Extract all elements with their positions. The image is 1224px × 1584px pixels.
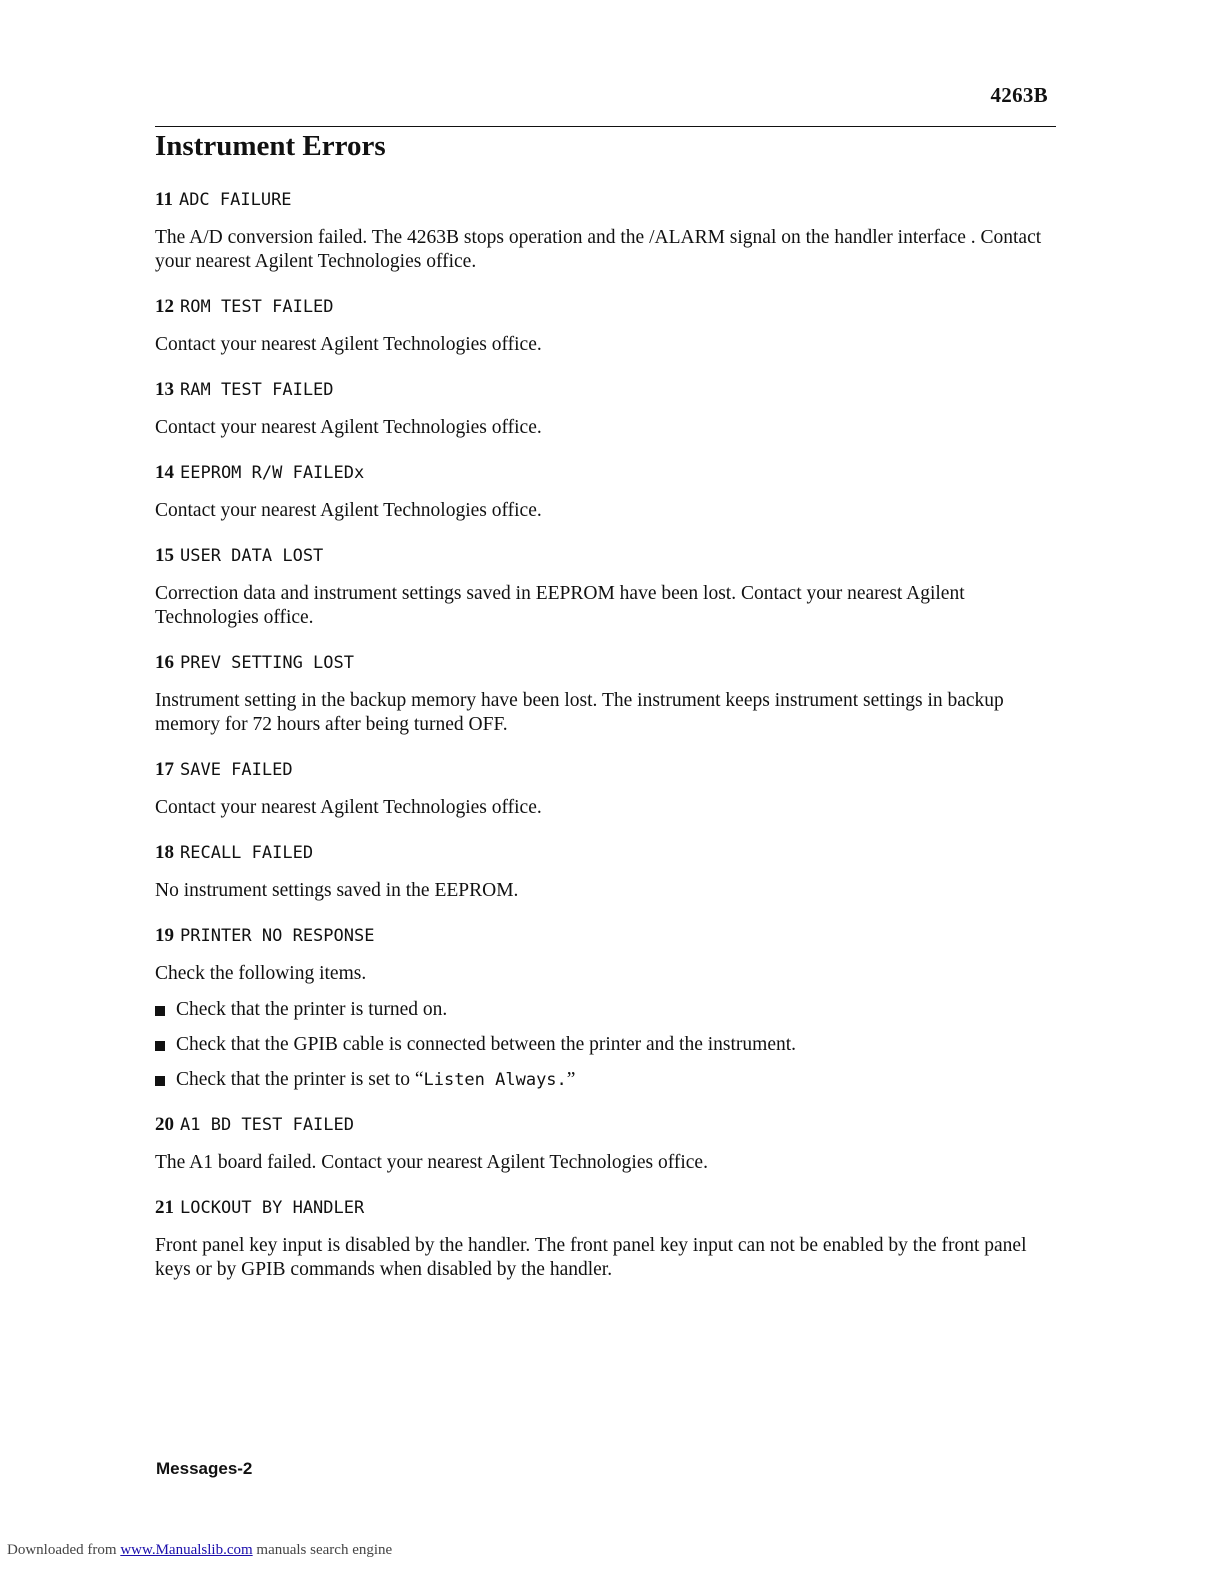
error-heading — [155, 460, 1060, 486]
header-rule — [155, 126, 1056, 127]
square-bullet-icon — [155, 1076, 165, 1086]
error-entry — [155, 1195, 1060, 1282]
error-name: RAM TEST FAILED — [180, 380, 334, 400]
header-model-number: 4263B — [990, 83, 1048, 107]
footer-page-label: Messages-2 — [156, 1459, 253, 1478]
listen-always-setting: Listen Always. — [423, 1070, 567, 1090]
error-number: 17 — [155, 759, 174, 780]
error-description: Correction data and instrument settings saved in EEPROM have been lost. Contact your nearest Agilent Technologies office. — [155, 583, 965, 628]
error-number: 12 — [155, 296, 174, 317]
error-name: EEPROM R/W FAILEDx — [180, 463, 365, 483]
error-heading — [155, 840, 1060, 866]
error-name: PRINTER NO RESPONSE — [180, 926, 375, 946]
error-heading — [155, 650, 1060, 676]
error-entry — [155, 840, 1060, 903]
error-description: Front panel key input is disabled by the handler. The front panel key input can not be enabled by the front panel keys or by GPIB commands when disabled by the handler. — [155, 1235, 1027, 1280]
check-list-item: Check that the printer is turned on. — [155, 998, 1060, 1022]
error-name: PREV SETTING LOST — [180, 653, 354, 673]
error-entry — [155, 294, 1060, 357]
error-heading — [155, 377, 1060, 403]
error-heading — [155, 543, 1060, 569]
square-bullet-icon — [155, 1041, 165, 1051]
error-number: 13 — [155, 379, 174, 400]
square-bullet-icon — [155, 1006, 165, 1016]
error-description: Contact your nearest Agilent Technologies office. — [155, 500, 542, 521]
error-description: Contact your nearest Agilent Technologies office. — [155, 334, 542, 355]
error-heading — [155, 187, 1060, 213]
error-name: SAVE FAILED — [180, 760, 293, 780]
error-name: ROM TEST FAILED — [180, 297, 334, 317]
error-heading — [155, 923, 1060, 949]
error-description: Contact your nearest Agilent Technologies office. — [155, 797, 542, 818]
error-entry — [155, 757, 1060, 820]
check-list-item: Check that the GPIB cable is connected between the printer and the instrument. — [155, 1033, 1060, 1057]
error-number: 11 — [155, 189, 173, 210]
error-name: LOCKOUT BY HANDLER — [180, 1198, 365, 1218]
section-title: Instrument Errors — [155, 130, 386, 162]
manualslib-link[interactable]: www.Manualslib.com — [120, 1542, 253, 1558]
error-description: Contact your nearest Agilent Technologies office. — [155, 417, 542, 438]
error-number: 20 — [155, 1114, 174, 1135]
error-number: 14 — [155, 462, 174, 483]
error-name: RECALL FAILED — [180, 843, 314, 863]
error-number: 16 — [155, 652, 174, 673]
error-number: 21 — [155, 1197, 174, 1218]
error-list — [155, 187, 1060, 1302]
error-entry — [155, 460, 1060, 523]
error-number: 15 — [155, 545, 174, 566]
error-description: The A1 board failed. Contact your nearest Agilent Technologies office. — [155, 1152, 708, 1173]
error-heading — [155, 757, 1060, 783]
error-entry — [155, 187, 1060, 274]
error-name: USER DATA LOST — [180, 546, 324, 566]
error-entry — [155, 923, 1060, 1092]
error-number: 19 — [155, 925, 174, 946]
error-name: A1 BD TEST FAILED — [180, 1115, 354, 1135]
error-description: Check the following items. — [155, 963, 367, 984]
error-description: Instrument setting in the backup memory have been lost. The instrument keeps instrument settings in backup memory for 72 hours after being turned OFF. — [155, 690, 1004, 735]
error-name: ADC FAILURE — [178, 190, 292, 210]
error-description: No instrument settings saved in the EEPROM. — [155, 880, 519, 901]
error-number: 18 — [155, 842, 174, 863]
error-heading — [155, 1195, 1060, 1221]
error-entry — [155, 1112, 1060, 1175]
error-entry — [155, 543, 1060, 630]
error-entry — [155, 650, 1060, 737]
check-list — [155, 998, 1060, 1092]
check-list-item: Check that the printer is set to “Listen Always.” — [155, 1068, 1060, 1092]
error-heading — [155, 1112, 1060, 1138]
error-heading — [155, 294, 1060, 320]
error-description: The A/D conversion failed. The 4263B stops operation and the /ALARM signal on the handler interface . Contact your nearest Agilent Technologies office. — [155, 227, 1042, 272]
error-entry — [155, 377, 1060, 440]
download-attribution: Downloaded from www.Manualslib.com manuals search engine — [7, 1542, 393, 1558]
